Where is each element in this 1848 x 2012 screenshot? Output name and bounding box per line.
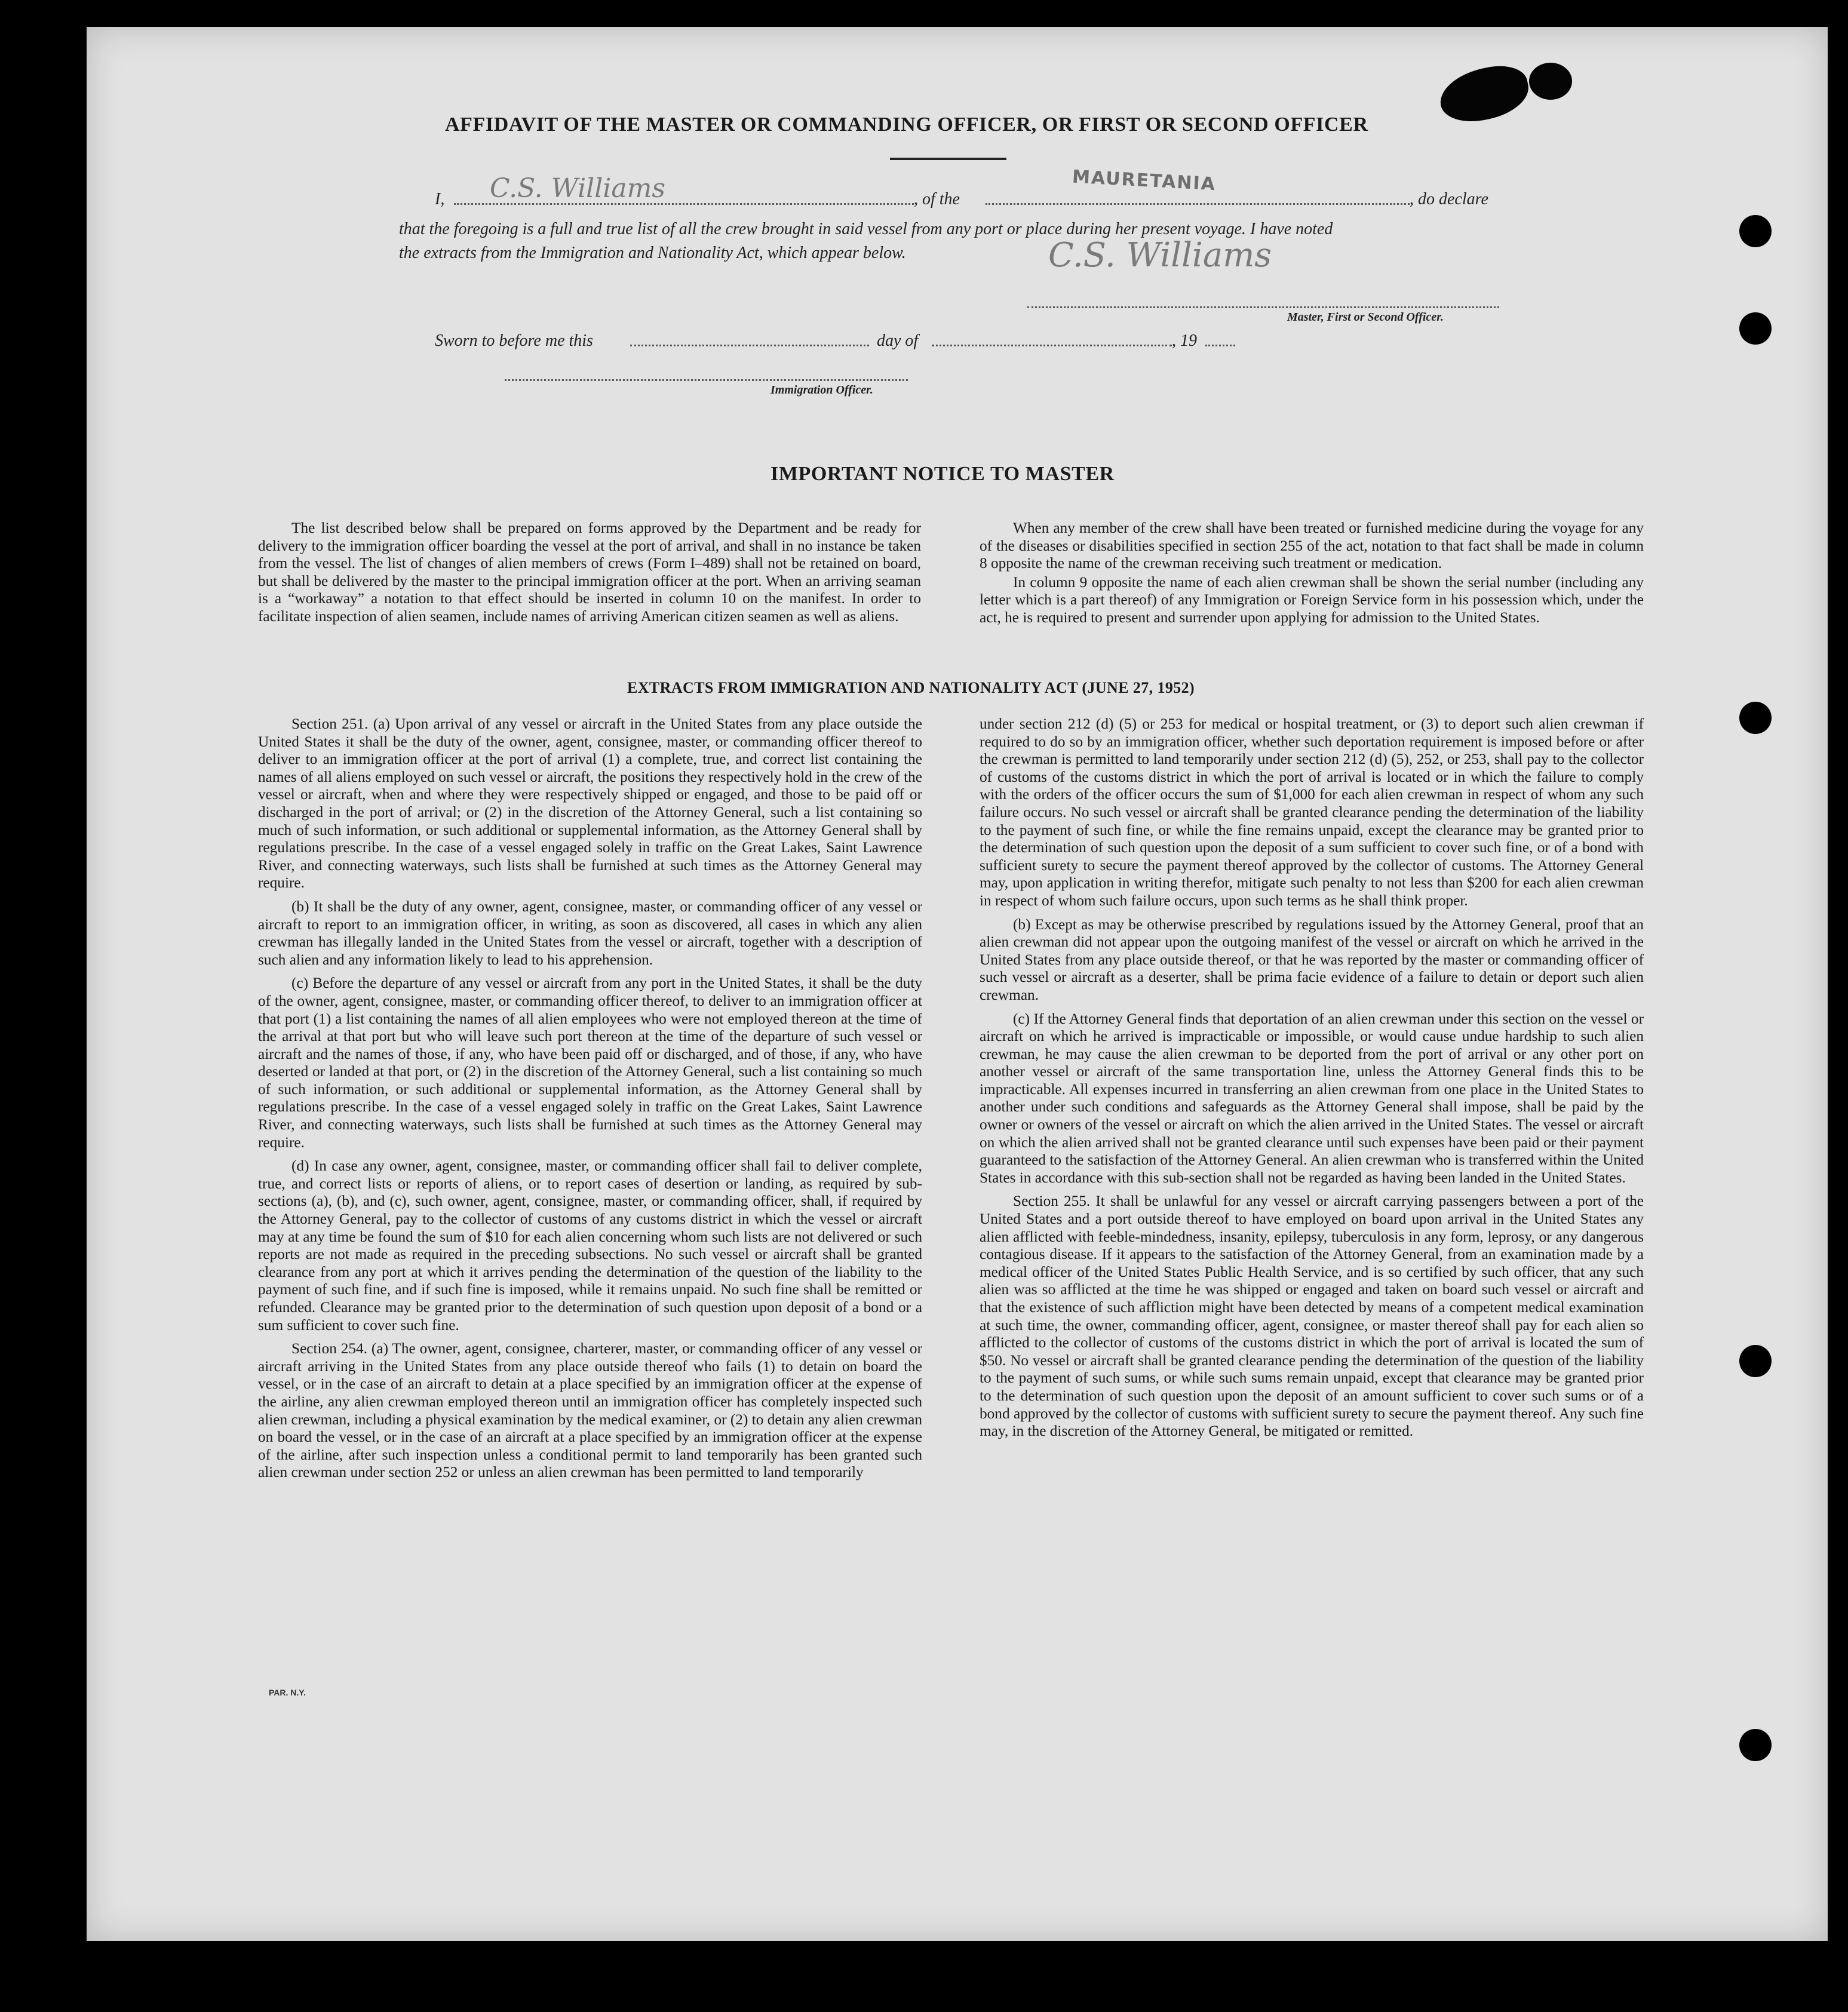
notice-paragraph: The list described below shall be prepared on forms approved by the Department and be ready for delivery to the immigration officer boarding the vessel at the port of arrival, and shall in no instance be taken from the vessel. The list of changes of alien members of crews (Form I–489) shall not be retained on board, but shall be delivered by the master to the principal immigration officer at the port. When an arriving seaman is a “workaway” a notation to that effect should be inserted in column 10 on the manifest. In order to facilitate inspection of alien seamen, include names of arriving American citizen seamen as well as aliens. <box>258 520 921 625</box>
notice-paragraph: In column 9 opposite the name of each alien crewman shall be shown the serial number (including any letter which is a part thereof) of any Immigration or Foreign Service form in his possession which, under the act, he is required to present and surrender upon applying for admission to the United States. <box>980 573 1644 626</box>
binder-hole <box>1739 702 1772 734</box>
notice-title: IMPORTANT NOTICE TO MASTER <box>770 463 1115 485</box>
i-label: I, <box>435 190 445 208</box>
ink-blot <box>1529 63 1572 100</box>
section-paragraph: under section 212 (d) (5) or 253 for medical or hospital treatment, or (3) to deport such alien crewman if required to do so by an immigration officer, whether such deportation requirement is imposed before or after the crewman is permitted to land temporarily under section 212 (d) (5), 252, or 253, shall pay to the collector of customs of the customs district in which the port of arrival is located or in which the failure to comply with the orders of the officer occurs the sum of $1,000 for each alien crewman in respect of whom any such failure occurs. No such vessel or aircraft shall be granted clearance pending the determination of the liability to the payment of such fine, or while the fine remains unpaid, except the clearance may be granted prior to the determination of such question upon the deposit of a sum sufficient to cover such fine, or of a bond with sufficient surety to secure the payment thereof approved by the collector of customs. The Attorney General may, upon application in writing therefor, mitigate such penalty to not less than $200 for each alien crewman in respect of whom such failure occurs, upon such terms as he shall think proper. <box>980 715 1644 909</box>
sworn-label: Sworn to before me this <box>435 331 593 350</box>
day-of-label: day of <box>877 331 919 350</box>
extracts-right-column <box>980 715 1644 1446</box>
vessel-name-stamp: MAURETANIA <box>1072 166 1217 195</box>
binder-hole <box>1739 1729 1772 1761</box>
section-paragraph: (c) Before the departure of any vessel or aircraft from any port in the United States, it shall be the duty of the owner, agent, consignee, master, or commanding officer thereof, to deliver to an immigration officer at that port (1) a list containing the names of all alien employees who were not employed thereon at the time of the arrival at that port but who will leave such port thereon at the time of the departure of such vessel or aircraft and the names of those, if any, who have been paid off or discharged, and of those, if any, who have deserted or landed at that port, or (2) in the discretion of the Attorney General, such a list containing so much of such information, or such additional or supplemental information, as the Attorney General shall by regulations prescribe. In the case of a vessel engaged solely in traffic on the Great Lakes, Saint Lawrence River, and connecting waterways, such lists shall be furnished at such times as the Attorney General may require. <box>258 975 922 1151</box>
immigration-officer-line <box>505 379 908 381</box>
notice-right-column <box>980 520 1644 633</box>
binder-hole <box>1739 215 1772 247</box>
immigration-officer-label: Immigration Officer. <box>770 383 873 397</box>
notice-paragraph: When any member of the crew shall have been treated or furnished medicine during the voyage for any of the diseases or disabilities specified in section 255 of the act, notation to that fact shall be made in column 8 opposite the name of the crewman receiving such treatment or medication. <box>980 520 1644 572</box>
extracts-title: EXTRACTS FROM IMMIGRATION AND NATIONALITY ACT (JUNE 27, 1952) <box>627 679 1195 696</box>
affidavit-title: AFFIDAVIT OF THE MASTER OR COMMANDING OFFICER, OR FIRST OR SECOND OFFICER <box>445 113 1368 136</box>
vessel-line <box>986 203 1410 205</box>
binder-hole <box>1739 312 1772 345</box>
section-paragraph: (b) Except as may be otherwise prescribed by regulations issued by the Attorney General, proof that an alien crewman did not appear upon the outgoing manifest of the vessel or aircraft on which he arrived in the United States from any place outside thereof, or that he was reported by the master or commanding officer of such vessel or aircraft as a deserter, shall be prima facie evidence of a failure to detain or deport such alien crewman. <box>980 916 1644 1003</box>
section-paragraph: Section 251. (a) Upon arrival of any vessel or aircraft in the United States from any place outside the United States it shall be the duty of the owner, agent, consignee, master, or commanding officer thereof to deliver to an immigration officer at the port of arrival (1) a complete, true, and correct list containing the names of all aliens employed on such vessel or aircraft, the positions they respectively hold in the crew of the vessel or aircraft, when and where they were respectively shipped or engaged, and those to be paid off or discharged in the port of arrival; or (2) in the discretion of the Attorney General, such a list containing so much of such information, or such additional or supplemental information, as the Attorney General shall by regulations prescribe. In the case of a vessel engaged solely in traffic on the Great Lakes, Saint Lawrence River, and connecting waterways, such lists shall be furnished at such times as the Attorney General may require. <box>258 715 922 892</box>
master-label: Master, First or Second Officer. <box>1287 311 1444 324</box>
section-paragraph: (c) If the Attorney General finds that deportation of an alien crewman under this section on the vessel or aircraft on which he arrived is impracticable or impossible, or would cause undue hardship to such alien crewman, he may cause the alien crewman to be deported from the port of arrival or any other port on another vessel or aircraft of the same transportation line, unless the Attorney General finds this to be impracticable. All expenses incurred in transferring an alien crewman from one place in the United States to another under such conditions and safeguards as the Attorney General shall impose, shall be paid by the owner or owners of the vessel or aircraft on which the alien arrived in the United States. The vessel or aircraft on which the alien arrived shall not be granted clearance until such expenses have been paid or their payment guaranteed to the satisfaction of the Attorney General. An alien crewman who is transferred within the United States in accordance with this sub-section shall not be regarded as having been landed in the United States. <box>980 1010 1644 1186</box>
sworn-day-line <box>630 345 869 346</box>
section-paragraph: (b) It shall be the duty of any owner, agent, consignee, master, or commanding officer of any vessel or aircraft to report to an immigration officer, in writing, as soon as discovered, all cases in which any alien crewman has illegally landed in the United States from the vessel or aircraft, together with a description of such alien and any information likely to lead to his apprehension. <box>258 898 922 968</box>
sworn-year-line <box>1205 345 1235 346</box>
printer-mark: PAR. N.Y. <box>269 1688 306 1697</box>
master-signature-line <box>1027 306 1499 308</box>
section-paragraph: Section 255. It shall be unlawful for any vessel or aircraft carrying passengers between a port of the United States and a port outside thereof to have employed on board upon arrival in the United States any alien afflicted with feeble-mindedness, insanity, epilepsy, tuberculosis in any form, leprosy, or any dangerous contagious disease. If it appears to the satisfaction of the Attorney General, from an examination made by a medical officer of the United States Public Health Service, and is so certified by such officer, that any such alien was so afflicted at the time he was shipped or engaged and taken on board such vessel or aircraft and that the existence of such affliction might have been detected by means of a competent medical examination at such time, the owner, commanding officer, agent, consignee, or master thereof shall pay for each alien so afflicted to the collector of customs of the customs district in which the port of arrival is located the sum of $50. No vessel or aircraft shall be granted clearance pending the determination of the question of the liability to the payment of such sums, or while such sums remain unpaid, except that clearance may be granted prior to the determination of such question upon the deposit of an amount sufficient to cover such sums or of a bond approved by the collector of customs with sufficient surety to secure the payment thereof. Any such fine may, in the discretion of the Attorney General, be mitigated or remitted. <box>980 1193 1644 1440</box>
section-paragraph: (d) In case any owner, agent, consignee, master, or commanding officer shall fail to deliver complete, true, and correct lists or reports of aliens, or to report cases of desertion or landing, as required by sub-sections (a), (b), and (c), such owner, agent, consignee, master, or commanding officer, shall, if required by the Attorney General, pay to the collector of customs of any customs district in which the vessel or aircraft may at any time be found the sum of $10 for each alien concerning whom such lists are not delivered or such reports are not made as required in the preceding subsections. No such vessel or aircraft shall be granted clearance from any port at which it arrives pending the determination of the question of the liability to the payment of such fine, and if such fine is imposed, while it remains unpaid. No such fine shall be remitted or refunded. Clearance may be granted prior to the determination of such question upon deposit of a bond or a sum sufficient to cover such fine. <box>258 1157 922 1334</box>
notice-left-column <box>258 520 921 632</box>
affidavit-line-3: the extracts from the Immigration and Nationality Act, which appear below. <box>399 244 906 262</box>
sworn-month-line <box>932 345 1172 346</box>
declare-label: , do declare <box>1410 190 1488 208</box>
affidavit-line-2: that the foregoing is a full and true list of all the crew brought in said vessel from any port or place during her present voyage. I have noted <box>399 220 1333 238</box>
of-the-label: , of the <box>914 190 960 208</box>
year-label: , 19 <box>1172 331 1197 350</box>
officer-signature: C.S. Williams <box>1048 236 1272 275</box>
section-paragraph: Section 254. (a) The owner, agent, consignee, charterer, master, or commanding officer of any vessel or aircraft arriving in the United States from any place outside thereof who fails (1) to detain on board the vessel, or in the case of an aircraft to detain at a place specified by an immigration officer at the expense of the airline, any alien crewman employed thereon until an immigration officer has completely inspected such alien crewman, including a physical examination by the medical examiner, or (2) to detain any alien crewman on board the vessel, or in the case of an aircraft at a place specified by an immigration officer at the expense of the airline, after such inspection unless a conditional permit to land temporarily has been granted such alien crewman under section 252 or unless an alien crewman has been permitted to land temporarily <box>258 1340 922 1481</box>
binder-hole <box>1739 1345 1772 1377</box>
extracts-left-column <box>258 715 922 1488</box>
title-rule <box>890 158 1006 160</box>
master-name-signature: C.S. Williams <box>490 173 665 204</box>
